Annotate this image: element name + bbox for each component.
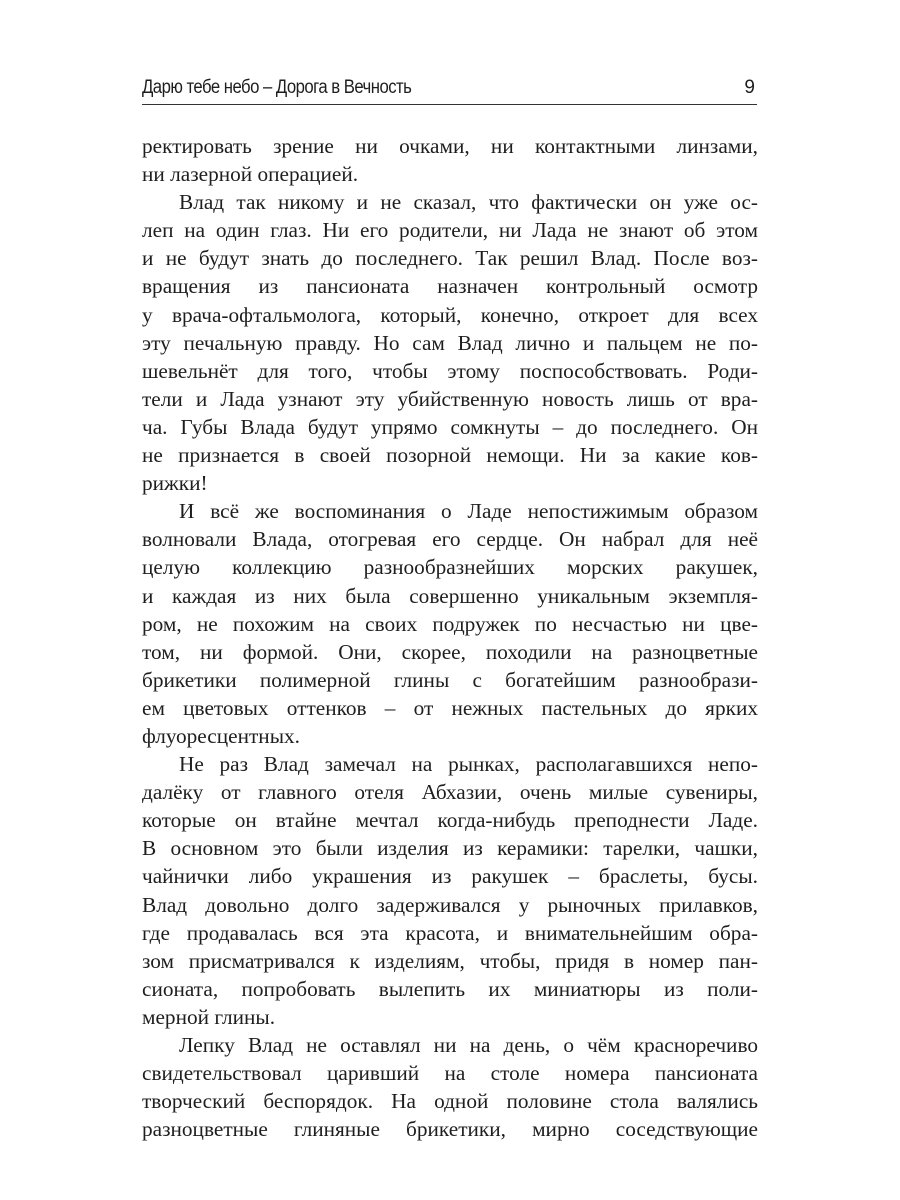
page-body-text [142, 132, 758, 1143]
text-line: которые он втайне мечтал когда-нибудь преподнести Ладе. [142, 808, 758, 833]
text-line: творческий беспорядок. На одной половине стола валялись [142, 1089, 758, 1114]
text-line: зом присматривался к изделиям, чтобы, придя в номер пан- [142, 948, 758, 973]
text-line: ем цветовых оттенков – от нежных пастельных до ярких [142, 695, 758, 720]
text-line: Не раз Влад замечал на рынках, располагавшихся непо- [179, 752, 758, 777]
text-line: эту печальную правду. Но сам Влад лично и пальцем не по- [142, 330, 758, 355]
text-line: В основном это были изделия из керамики: тарелки, чашки, [142, 836, 758, 861]
text-line: свидетельствовал царивший на столе номера пансионата [142, 1061, 758, 1086]
text-line: Лепку Влад не оставлял ни на день, о чём красноречиво [179, 1033, 758, 1057]
text-line: и не будут знать до последнего. Так решил Влад. После воз- [142, 246, 758, 271]
text-line: мерной глины. [142, 1004, 276, 1029]
text-line: рижки! [142, 471, 208, 496]
text-line: у врача-офтальмолога, который, конечно, откроет для всех [142, 302, 758, 327]
text-line: далёку от главного отеля Абхазии, очень милые сувениры, [142, 780, 758, 805]
text-line: вращения из пансионата назначен контрольный осмотр [142, 274, 758, 299]
text-line: флуоресцентных. [142, 723, 300, 748]
text-line: ром, не похожим на своих подружек по несчастью ни цве- [142, 611, 758, 636]
text-line: волновали Влада, отогревая его сердце. Он набрал для неё [142, 527, 758, 552]
text-line: И всё же воспоминания о Ладе непостижимым образом [179, 499, 758, 524]
text-line: ректировать зрение ни очками, ни контактными линзами, [142, 134, 758, 158]
running-title: Дарю тебе небо – Дорога в Вечность [142, 77, 412, 98]
text-line: чайнички либо украшения из ракушек – браслеты, бусы. [142, 864, 758, 889]
text-line: ча. Губы Влада будут упрямо сомкнуты – до последнего. Он [142, 414, 758, 439]
page-number: 9 [744, 77, 755, 98]
text-line: разноцветные глиняные брикетики, мирно соседствующие [142, 1117, 758, 1142]
text-line: том, ни формой. Они, скорее, походили на разноцветные [142, 639, 758, 664]
text-line: тели и Лада узнают эту убийственную новость лишь от вра- [142, 386, 758, 411]
text-line: сионата, попробовать вылепить их миниатюры из поли- [142, 976, 758, 1001]
text-line: целую коллекцию разнообразнейших морских ракушек, [142, 555, 758, 580]
text-line: леп на один глаз. Ни его родители, ни Лада не знают об этом [142, 218, 758, 243]
text-line: брикетики полимерной глины с богатейшим разнообрази- [142, 667, 758, 692]
text-line: Влад довольно долго задерживался у рыночных прилавков, [142, 892, 758, 917]
text-line: и каждая из них была совершенно уникальным экземпля- [142, 583, 758, 608]
running-header [142, 76, 757, 105]
text-line: ни лазерной операцией. [142, 162, 359, 187]
text-line: где продавалась вся эта красота, и внимательнейшим обра- [142, 920, 758, 945]
text-line: Влад так никому и не сказал, что фактически он уже ос- [179, 190, 758, 215]
text-line: не признается в своей позорной немощи. Ни за какие ков- [142, 443, 758, 468]
text-line: шевельнёт для того, чтобы этому поспособствовать. Роди- [142, 358, 758, 383]
